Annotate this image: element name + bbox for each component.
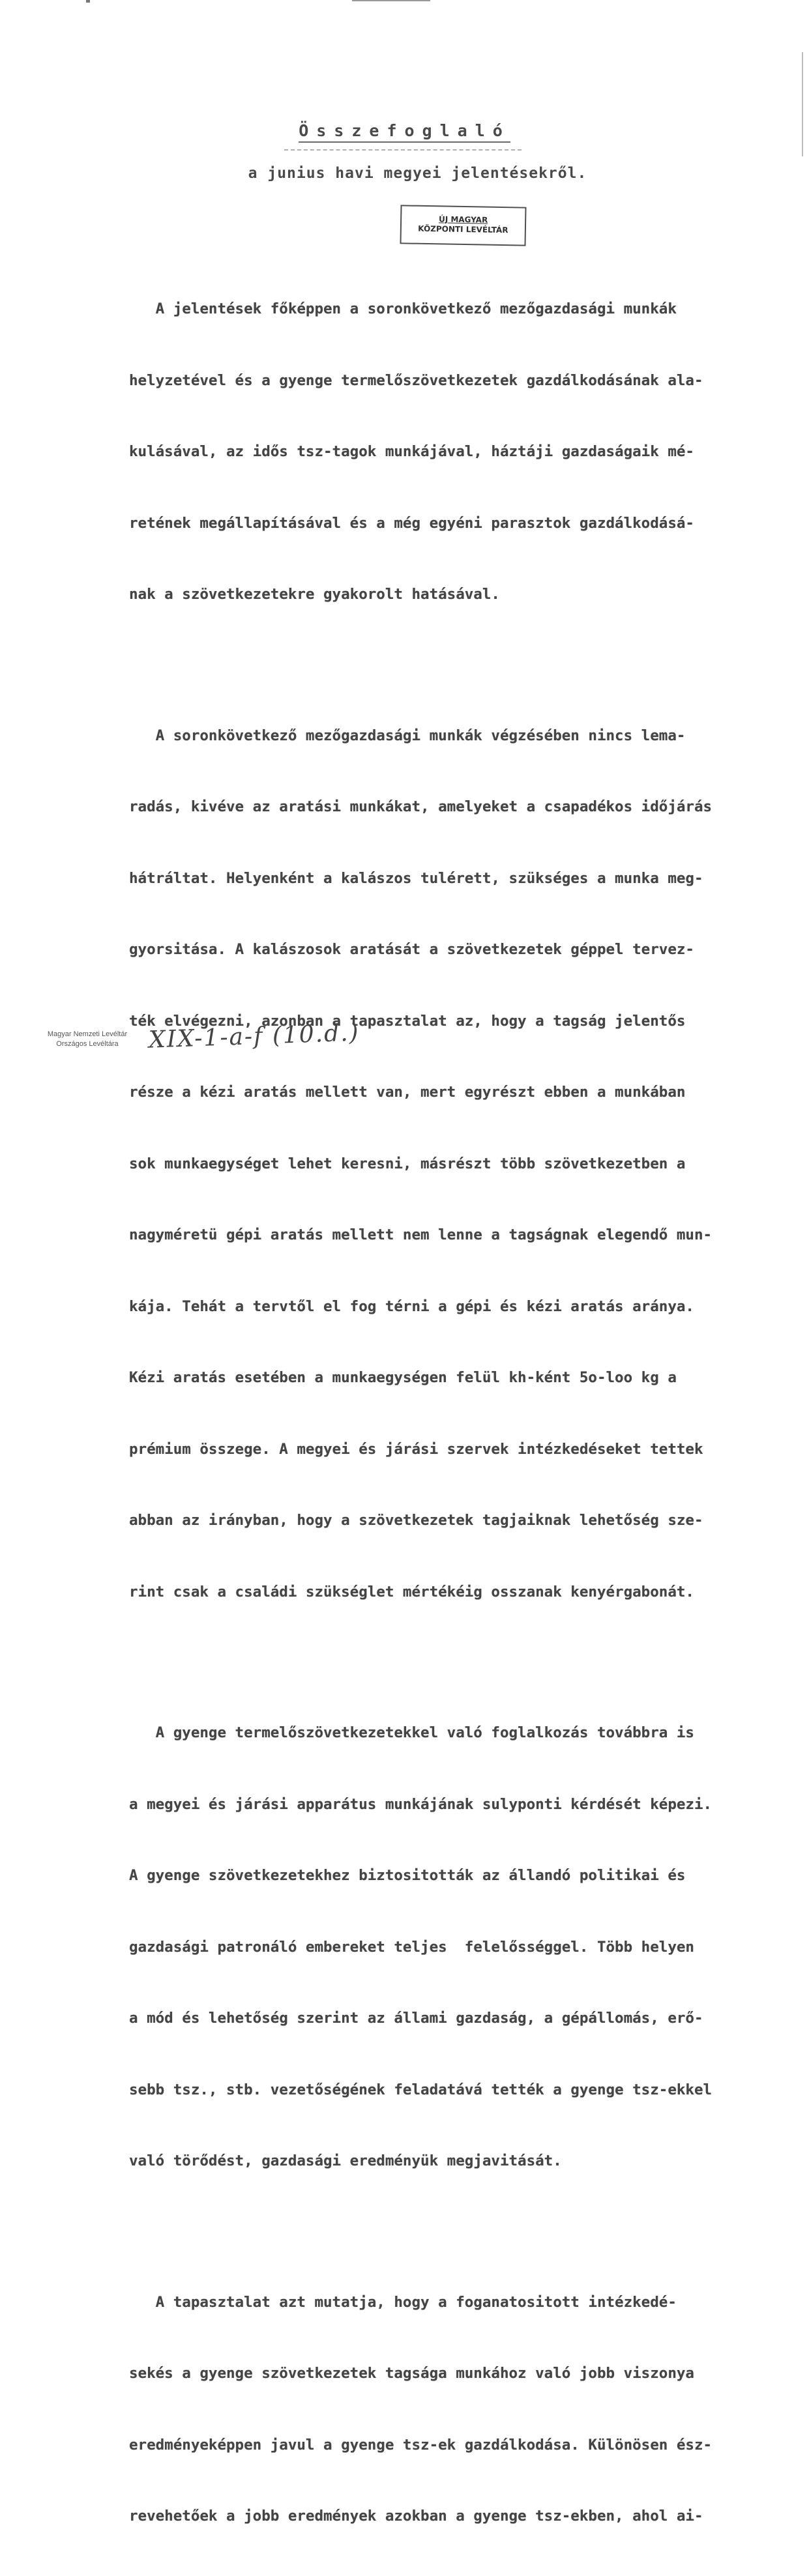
paragraph-line: hátráltat. Helyenként a kalászos tulérett, szükséges a munka meg- bbox=[129, 869, 703, 887]
paragraph-line: A jelentések főképpen a soronkövetkező mezőgazdasági munkák bbox=[129, 300, 677, 317]
scan-mark bbox=[352, 0, 430, 1]
paragraph-gap bbox=[129, 654, 774, 676]
archive-stamp bbox=[400, 205, 526, 246]
paragraph-line: rint csak a családi szükséglet mértékéig osszanak kenyérgabonát. bbox=[129, 1583, 694, 1600]
paragraph-line: nak a szövetkezetekre gyakorolt hatásával. bbox=[129, 586, 500, 603]
paragraph-line: A gyenge szövetkezetekhez biztositották az állandó politikai és bbox=[129, 1867, 686, 1884]
paragraph-line: gazdasági patronáló embereket teljes felelősséggel. Több helyen bbox=[129, 1938, 694, 1956]
paragraph-line: retének megállapításával és a még egyéni parasztok gazdálkodásá- bbox=[129, 514, 694, 532]
paragraph-gap bbox=[129, 1651, 774, 1673]
paragraph-line: radás, kivéve az aratási munkákat, amelyeket a csapadékos időjárás bbox=[129, 798, 713, 815]
scan-mark bbox=[86, 0, 90, 3]
handwritten-reference: XIX-1-a-f (10.d.) bbox=[148, 1019, 360, 1054]
paragraph-line: része a kézi aratás mellett van, mert egyrészt ebben a munkában bbox=[129, 1084, 686, 1101]
document-body bbox=[129, 250, 774, 2576]
paragraph-1 bbox=[129, 250, 774, 654]
paragraph-line: kája. Tehát a tervtől el fog térni a gépi és kézi aratás aránya. bbox=[129, 1297, 694, 1315]
stamp-line-2: KÖZPONTI LEVÉLTÁR bbox=[418, 224, 508, 235]
paragraph-line: Kézi aratás esetében a munkaegységen felül kh-ként 5o-loo kg a bbox=[129, 1369, 677, 1386]
paragraph-line: sekés a gyenge szövetkezetek tagsága munkához való jobb viszonya bbox=[129, 2365, 694, 2382]
paragraph-line: ték elvégezni, azonban a tapasztalat az, hogy a tagság jelentős bbox=[129, 1012, 686, 1030]
paragraph-line: eredményeképpen javul a gyenge tsz-ek gazdálkodása. Különösen ész- bbox=[129, 2436, 713, 2453]
paragraph-line: sebb tsz., stb. vezetőségének feladatává tették a gyenge tsz-ekkel bbox=[129, 2081, 713, 2098]
document-title-text: Összefoglaló bbox=[299, 121, 510, 143]
scan-mark bbox=[802, 52, 803, 156]
paragraph-line: A soronkövetkező mezőgazdasági munkák végzésében nincs lema- bbox=[129, 727, 686, 744]
archive-label-line-1: Magyar Nemzeti Levéltár bbox=[47, 1030, 128, 1038]
paragraph-line: a mód és lehetőség szerint az állami gazdaság, a gépállomás, erő- bbox=[129, 2010, 703, 2027]
paragraph-line: nagyméretü gépi aratás mellett nem lenne a tagságnak elegendő mun- bbox=[129, 1226, 713, 1243]
archive-label-line-2: Országos Levéltára bbox=[56, 1040, 119, 1048]
paragraph-line: prémium összege. A megyei és járási szervek intézkedéseket tettek bbox=[129, 1440, 703, 1458]
paragraph-line: abban az irányban, hogy a szövetkezetek tagjaiknak lehetőség sze- bbox=[129, 1512, 703, 1529]
paragraph-gap bbox=[129, 2221, 774, 2243]
paragraph-line: gyorsitása. A kalászosok aratását a szövetkezetek géppel tervez- bbox=[129, 941, 694, 958]
stamp-line-1: ÚJ MAGYAR bbox=[438, 214, 488, 225]
title-dashed-underline bbox=[284, 149, 522, 151]
paragraph-line: sok munkaegységet lehet keresni, másrészt több szövetkezetben a bbox=[129, 1155, 686, 1172]
paragraph-line: helyzetével és a gyenge termelőszövetkezetek gazdálkodásának ala- bbox=[129, 371, 703, 389]
paragraph-2 bbox=[129, 676, 774, 1652]
paragraph-3 bbox=[129, 1673, 774, 2221]
document-title bbox=[0, 121, 809, 140]
paragraph-4 bbox=[129, 2243, 774, 2576]
archive-label bbox=[42, 1030, 133, 1049]
paragraph-line: a megyei és járási apparátus munkájának sulyponti kérdését képezi. bbox=[129, 1795, 713, 1813]
paragraph-line: A tapasztalat azt mutatja, hogy a foganatositott intézkedé- bbox=[129, 2293, 677, 2311]
document-subtitle: a junius havi megyei jelentésekről. bbox=[248, 165, 587, 182]
paragraph-line: való törődést, gazdasági eredményük megjavitását. bbox=[129, 2152, 562, 2169]
paragraph-line: kulásával, az idős tsz-tagok munkájával, háztáji gazdaságaik mé- bbox=[129, 443, 694, 460]
paragraph-line: revehetőek a jobb eredmények azokban a gyenge tsz-ekben, ahol ai- bbox=[129, 2508, 703, 2525]
paragraph-line: A gyenge termelőszövetkezetekkel való foglalkozás továbbra is bbox=[129, 1724, 694, 1741]
